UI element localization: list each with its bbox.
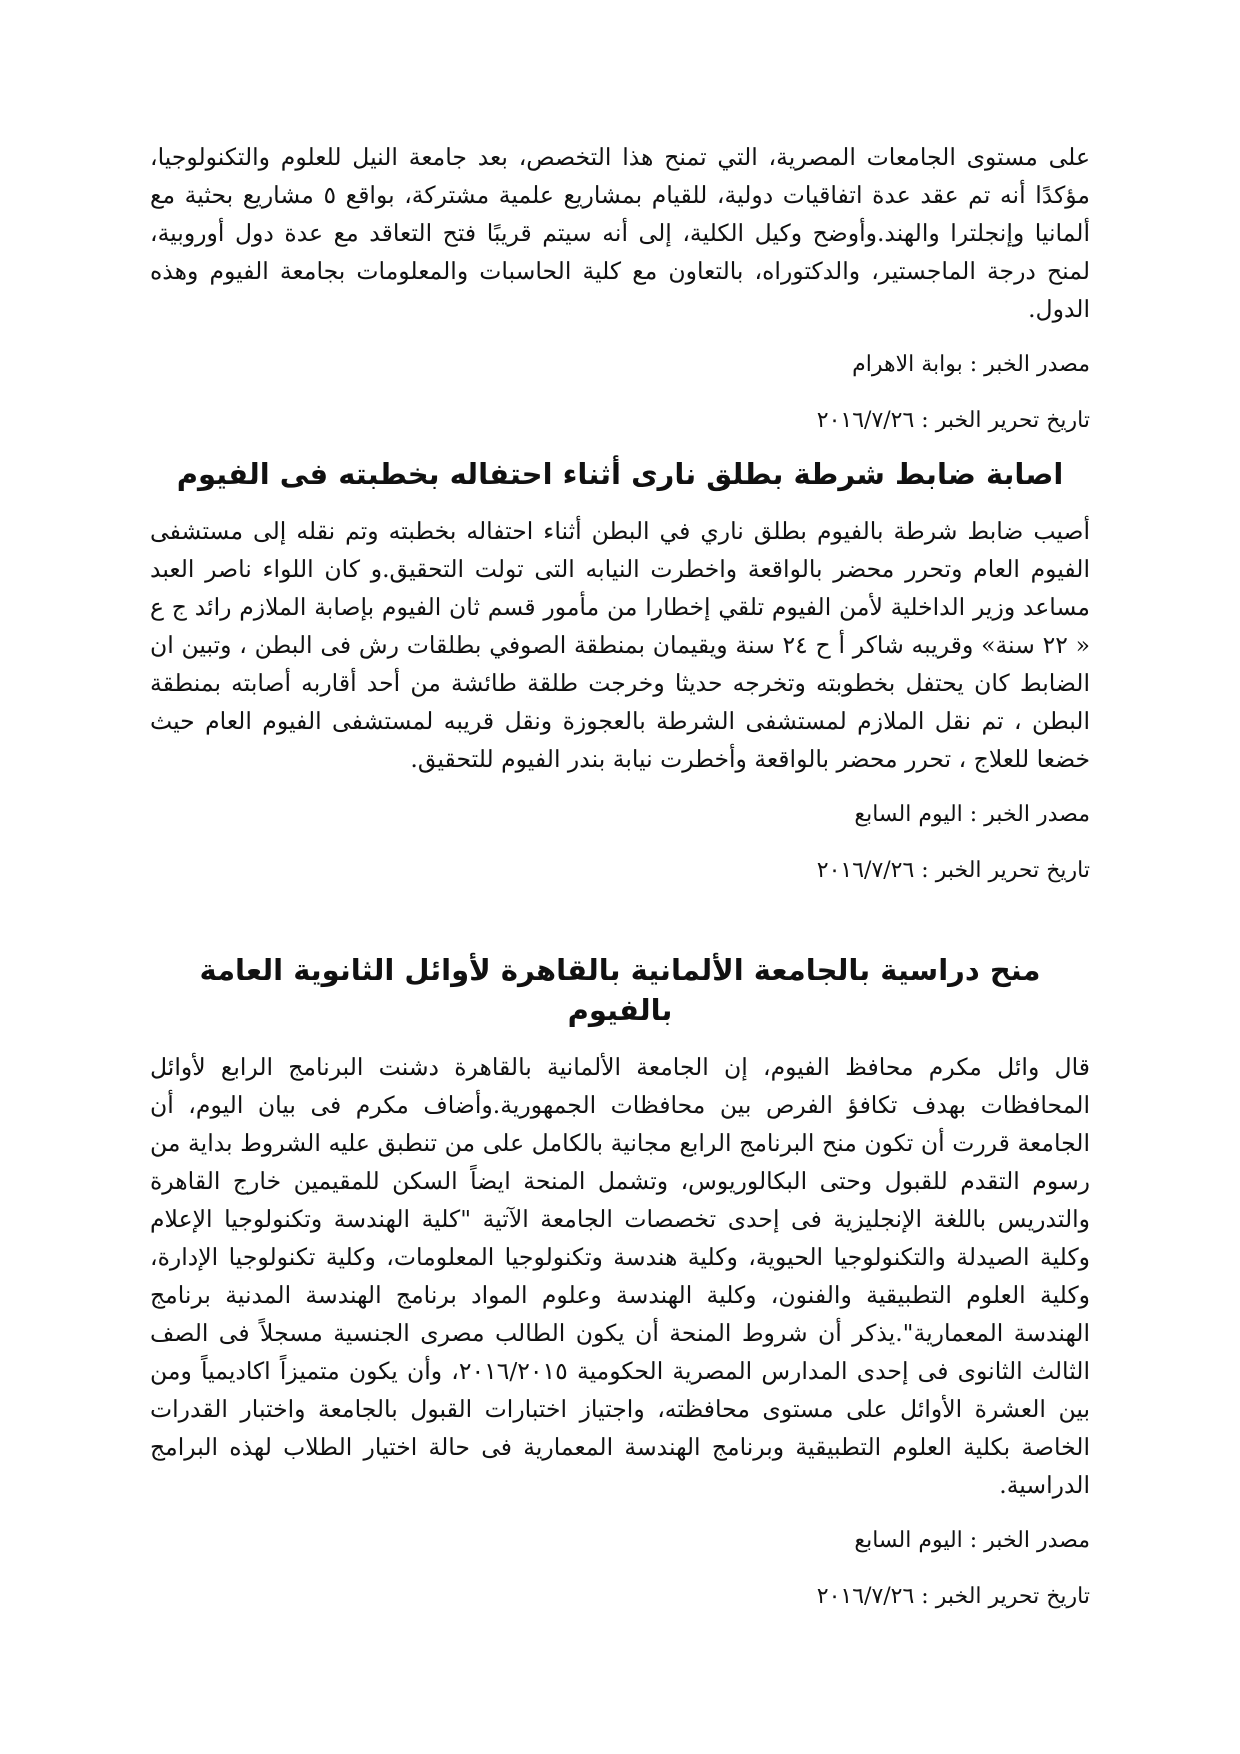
news-date: تاريخ تحرير الخبر : ٢٠١٦/٧/٢٦ xyxy=(816,1584,1090,1609)
article-police-officer xyxy=(150,454,1090,886)
article-continued xyxy=(150,138,1090,436)
article-body: أصيب ضابط شرطة بالفيوم بطلق ناري في البطن أثناء احتفاله بخطبته وتم نقله إلى مستشفى الفيوم العام وتحرر محضر بالواقعة واخطرت النيابه التى تولت التحقيق.و كان اللواء ناصر العبد مساعد وزير الداخلية لأمن الفيوم تلقي إخطارا من مأمور قسم ثان الفيوم بإصابة الملازم رائد ج ع « ٢٢ سنة» وقريبه شاكر أ ح ٢٤ سنة ويقيمان بمنطقة الصوفي بطلقات رش فى البطن ، وتبين ان الضابط كان يحتفل بخطوبته وتخرجه حديثا وخرجت طلقة طائشة من أحد أقاربه أصابته بمنطقة البطن ، تم نقل الملازم لمستشفى الشرطة بالعجوزة ونقل قريبه لمستشفى الفيوم العام حيث خضعا للعلاج ، تحرر محضر بالواقعة وأخطرت نيابة بندر الفيوم للتحقيق. xyxy=(150,517,1090,773)
news-date: تاريخ تحرير الخبر : ٢٠١٦/٧/٢٦ xyxy=(816,858,1090,883)
news-date: تاريخ تحرير الخبر : ٢٠١٦/٧/٢٦ xyxy=(816,408,1090,433)
news-source: مصدر الخبر : اليوم السابع xyxy=(854,1528,1090,1553)
article-body: على مستوى الجامعات المصرية، التي تمنح هذا التخصص، بعد جامعة النيل للعلوم والتكنولوجيا، مؤكدًا أنه تم عقد عدة اتفاقيات دولية، للقيام بمشاريع علمية مشتركة، بواقع ٥ مشاريع بحثية مع ألمانيا وإنجلترا والهند.وأوضح وكيل الكلية، إلى أنه سيتم قريبًا فتح التعاقد مع عدة دول أوروبية، لمنح درجة الماجستير، والدكتوراه، بالتعاون مع كلية الحاسبات والمعلومات بجامعة الفيوم وهذه الدول. xyxy=(150,143,1090,323)
article-body: قال وائل مكرم محافظ الفيوم، إن الجامعة الألمانية بالقاهرة دشنت البرنامج الرابع لأوائل المحافظات بهدف تكافؤ الفرص بين محافظات الجمهورية.وأضاف مكرم فى بيان اليوم، أن الجامعة قررت أن تكون منح البرنامج الرابع مجانية بالكامل على من تنطبق عليه الشروط بداية من رسوم التقدم للقبول وحتى البكالوريوس، وتشمل المنحة ايضاً السكن للمقيمين خارج القاهرة والتدريس باللغة الإنجليزية فى إحدى تخصصات الجامعة الآتية "كلية الهندسة وتكنولوجيا الإعلام وكلية الصيدلة والتكنولوجيا الحيوية، وكلية هندسة وتكنولوجيا المعلومات، وكلية تكنولوجيا الإدارة، وكلية العلوم التطبيقية والفنون، وكلية الهندسة وعلوم المواد برنامج الهندسة المدنية برنامج الهندسة المعمارية".يذكر أن شروط المنحة أن يكون الطالب مصرى الجنسية مسجلاً فى الصف الثالث الثانوى فى إحدى المدارس المصرية الحكومية ٢٠١٦/٢٠١٥، وأن يكون متميزاً اكاديمياً ومن بين العشرة الأوائل على مستوى محافظته، واجتياز اختبارات القبول بالجامعة واختبار القدرات الخاصة بكلية العلوم التطبيقية وبرنامج الهندسة المعمارية فى حالة اختيار الطلاب لهذه البرامج الدراسية. xyxy=(150,1053,1091,1499)
article-scholarships xyxy=(150,950,1090,1612)
article-headline: منح دراسية بالجامعة الألمانية بالقاهرة لأوائل الثانوية العامة بالفيوم xyxy=(199,953,1041,1027)
news-source: مصدر الخبر : اليوم السابع xyxy=(854,802,1090,827)
article-headline: اصابة ضابط شرطة بطلق نارى أثناء احتفاله بخطبته فى الفيوم xyxy=(176,457,1064,491)
document-page xyxy=(150,138,1090,1612)
news-source: مصدر الخبر : بوابة الاهرام xyxy=(852,352,1090,377)
